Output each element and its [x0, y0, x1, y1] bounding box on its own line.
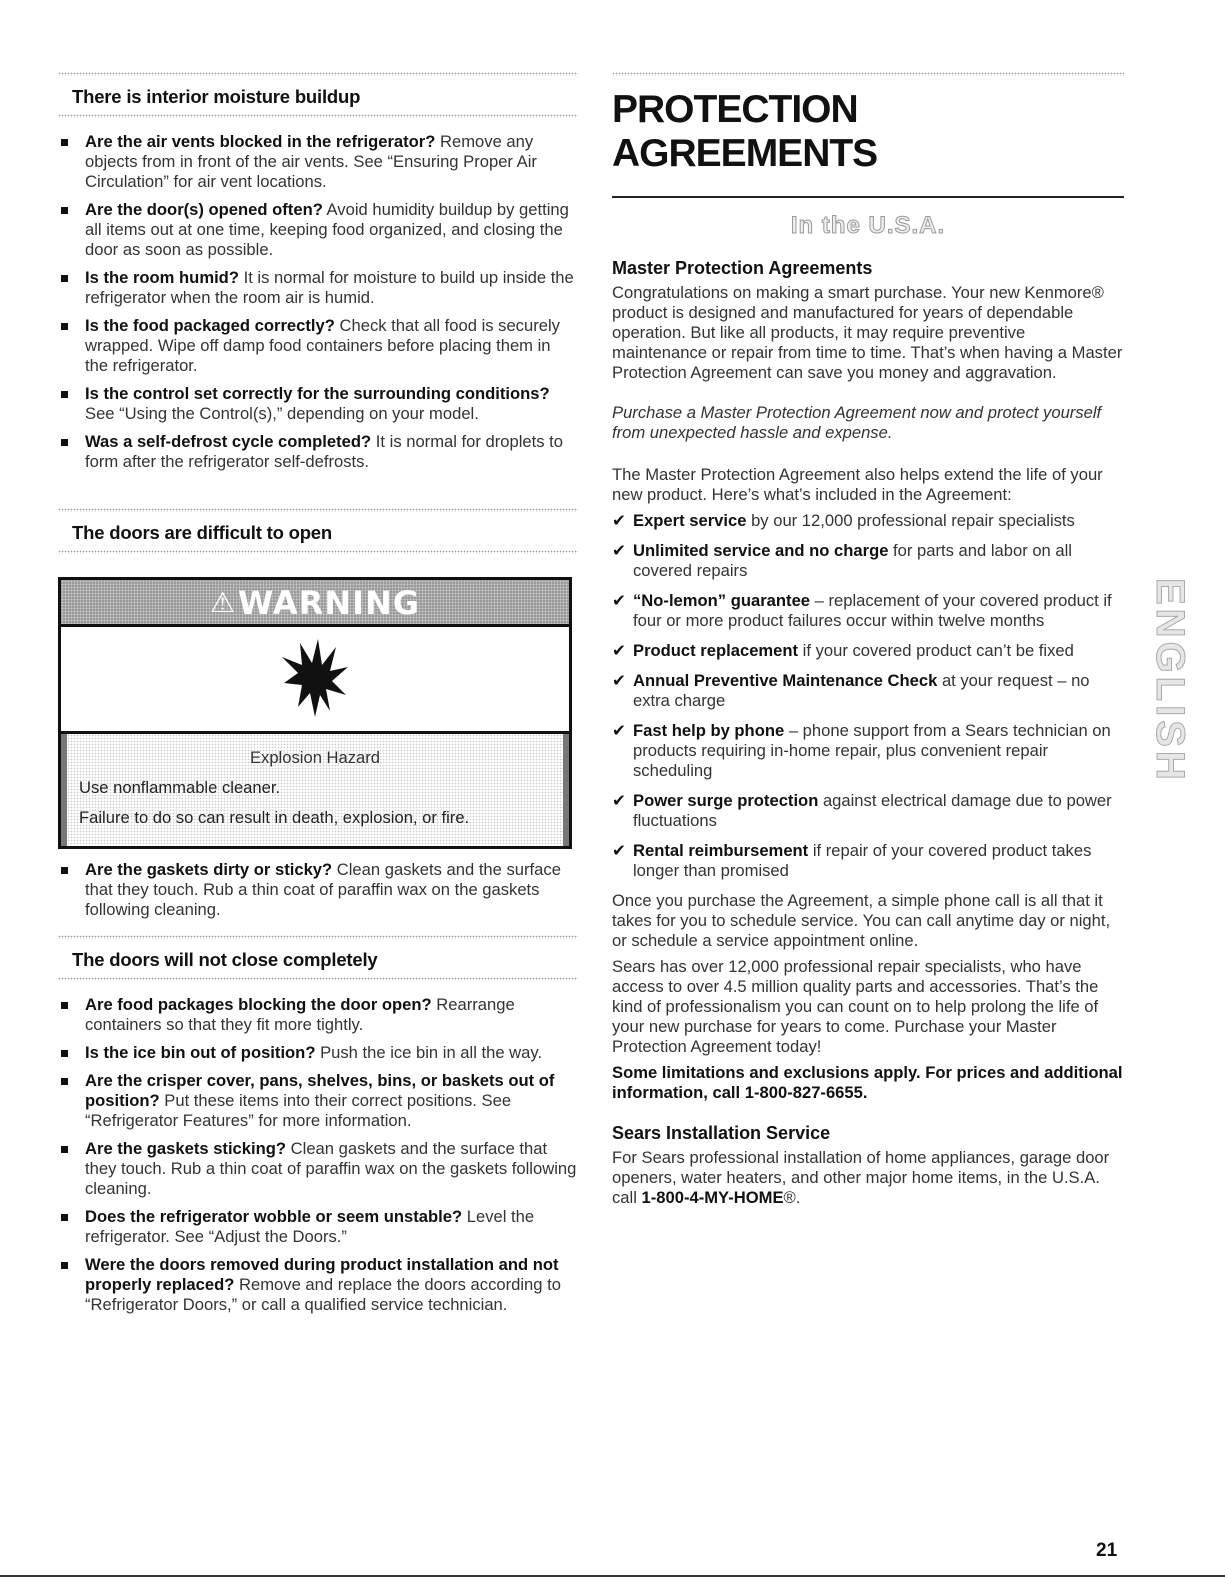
benefit-text: – replacement of your covered product if four or more product failures occur within twelve months	[633, 590, 1112, 630]
moisture-heading: There is interior moisture buildup	[72, 86, 361, 107]
item-answer: Remove any objects from in front of the air vents. See “Ensuring Proper Air Circulation” for air vent locations.	[85, 132, 537, 191]
benefit-text: at your request – no extra charge	[633, 670, 1090, 710]
item-answer: Remove and replace the doors according to “Refrigerator Doors,” or call a qualified service technician.	[85, 1275, 561, 1314]
explosion-icon-area	[61, 624, 569, 734]
warning-hazard: Explosion Hazard	[249, 748, 381, 767]
difficult-heading: The doors are difficult to open	[72, 522, 332, 543]
dotted-rule	[612, 72, 1124, 76]
list-item	[58, 132, 578, 192]
item-question: Are the door(s) opened often?	[85, 200, 323, 219]
install-phone: 1-800-4-MY-HOME	[641, 1187, 784, 1207]
benefit-text: if repair of your covered product takes longer than promised	[633, 840, 1092, 880]
moisture-list	[58, 132, 578, 472]
item-answer: Put these items into their correct positions. See “Refrigerator Features” for more information.	[85, 1091, 512, 1130]
warning-text-area	[61, 734, 569, 846]
list-item	[58, 432, 578, 472]
benefit-title: Annual Preventive Maintenance Check	[633, 670, 938, 690]
list-item	[58, 1071, 578, 1131]
warning-triangle-icon: ⚠	[209, 586, 237, 619]
benefit-title: “No-lemon” guarantee	[633, 590, 811, 610]
paragraph-3: Once you purchase the Agreement, a simple phone call is all that it takes for you to schedule service. You can call anytime day or night, or schedule a service appointment online.	[612, 890, 1111, 950]
difficult-list	[58, 860, 578, 920]
page-title: PROTECTION AGREEMENTS	[612, 88, 878, 175]
list-item	[58, 995, 578, 1035]
checkmark-icon: ✔	[612, 510, 626, 530]
benefit-title: Rental reimbursement	[633, 840, 809, 860]
list-item	[58, 200, 578, 260]
item-question: Is the food packaged correctly?	[85, 316, 335, 335]
warning-title: WARNING	[238, 584, 421, 622]
mpa-paragraph-1: Congratulations on making a smart purchase. Your new Kenmore® product is designed and manufactured for years of dependable operation. But like all products, it may require preventive maintenance or repair from time to time. That’s when having a Master Protection Agreement can save you money and aggravation.	[612, 282, 1123, 382]
page-number: 21	[1096, 1540, 1118, 1561]
mpa-italic: Purchase a Master Protection Agreement now and protect yourself from unexpected hassle and expense.	[612, 402, 1102, 442]
protection-section	[612, 72, 1124, 1208]
benefit-text: against electrical damage due to power fluctuations	[633, 790, 1112, 830]
item-question: Are the air vents blocked in the refrigerator?	[85, 132, 436, 151]
item-answer: Clean gaskets and the surface that they touch. Rub a thin coat of paraffin wax on the gaskets following cleaning.	[85, 1139, 577, 1198]
item-answer: Check that all food is securely wrapped. Wipe off damp food containers before placing them in the refrigerator.	[85, 316, 560, 375]
benefit-text: if your covered product can’t be fixed	[798, 640, 1074, 660]
dotted-rule	[58, 72, 578, 76]
title-rule	[612, 196, 1124, 198]
dotted-rule	[58, 114, 578, 118]
list-item	[58, 1139, 578, 1199]
checkmark-icon: ✔	[612, 790, 626, 810]
list-item	[58, 268, 578, 308]
dotted-rule	[58, 935, 578, 939]
checkmark-icon: ✔	[612, 670, 626, 690]
benefit-item	[612, 671, 1124, 711]
warning-header	[61, 580, 569, 624]
warning-line-1: Use nonflammable cleaner.	[79, 778, 281, 797]
paragraph-4: Sears has over 12,000 professional repair specialists, who have access to over 4.5 million quality parts and accessories. That’s the kind of professionalism you can count on to help prolong the life of your new purchase for years to come. Purchase your Master Protection Agreement today!	[612, 956, 1099, 1056]
item-question: Is the room humid?	[85, 268, 239, 287]
benefit-item	[612, 721, 1124, 781]
moisture-section	[58, 72, 578, 480]
item-question: Is the control set correctly for the surrounding conditions?	[85, 384, 550, 403]
explosion-icon	[280, 637, 350, 721]
list-item	[58, 1207, 578, 1247]
difficult-heading-wrap	[58, 522, 578, 544]
item-answer: See “Using the Control(s),” depending on your model.	[85, 404, 479, 423]
moisture-heading-wrap	[58, 86, 578, 108]
difficult-section	[58, 508, 578, 554]
item-answer: It is normal for moisture to build up inside the refrigerator when the room air is humid.	[85, 268, 574, 307]
benefit-item	[612, 841, 1124, 881]
item-answer: It is normal for droplets to form after the refrigerator self-defrosts.	[85, 432, 564, 471]
dotted-rule	[58, 977, 578, 981]
benefit-item	[612, 641, 1124, 661]
benefit-item	[612, 511, 1124, 531]
benefit-list	[612, 511, 1124, 881]
item-answer: Avoid humidity buildup by getting all items out at one time, keeping food organized, and closing the door as soon as possible.	[85, 200, 569, 259]
benefit-title: Unlimited service and no charge	[633, 540, 889, 560]
list-item	[58, 860, 578, 920]
list-item	[58, 316, 578, 376]
benefit-text: for parts and labor on all covered repairs	[633, 540, 1072, 580]
install-heading: Sears Installation Service	[612, 1122, 831, 1143]
checkmark-icon: ✔	[612, 590, 626, 610]
close-list	[58, 995, 578, 1315]
close-section	[58, 935, 578, 1323]
region-label: In the U.S.A.	[790, 211, 946, 239]
item-answer: Level the refrigerator. See “Adjust the Doors.”	[85, 1207, 535, 1246]
benefit-item	[612, 791, 1124, 831]
benefit-text: – phone support from a Sears technician on products requiring in-home repair, plus convenient repair scheduling	[633, 720, 1111, 780]
close-heading-wrap	[58, 949, 578, 971]
item-question: Are the gaskets dirty or sticky?	[85, 860, 333, 879]
close-heading: The doors will not close completely	[72, 949, 378, 970]
warning-box	[58, 577, 572, 849]
benefit-title: Fast help by phone	[633, 720, 785, 740]
install-paragraph	[612, 1148, 1124, 1208]
install-text: For Sears professional installation of home appliances, garage door openers, water heaters, and other major home items, in the U.S.A. call	[612, 1147, 1110, 1207]
item-answer: Rearrange containers so that they fit more tightly.	[85, 995, 515, 1034]
item-question: Were the doors removed during product installation and not properly replaced?	[85, 1255, 559, 1294]
dotted-rule	[58, 508, 578, 512]
item-question: Was a self-defrost cycle completed?	[85, 432, 372, 451]
mpa-paragraph-2: The Master Protection Agreement also helps extend the life of your new product. Here’s what’s included in the Agreement:	[612, 464, 1103, 504]
dotted-rule	[58, 550, 578, 554]
benefit-item	[612, 591, 1124, 631]
item-answer: Clean gaskets and the surface that they touch. Rub a thin coat of paraffin wax on the gaskets following cleaning.	[85, 860, 561, 919]
benefit-title: Power surge protection	[633, 790, 819, 810]
list-item	[58, 384, 578, 424]
list-item	[58, 1043, 578, 1063]
item-question: Does the refrigerator wobble or seem unstable?	[85, 1207, 463, 1226]
item-question: Are the crisper cover, pans, shelves, bins, or baskets out of position?	[85, 1071, 555, 1110]
item-question: Is the ice bin out of position?	[85, 1043, 316, 1062]
limitations-note: Some limitations and exclusions apply. For prices and additional information, call 1-800-827-6655.	[612, 1062, 1123, 1102]
mpa-heading: Master Protection Agreements	[612, 257, 873, 278]
install-reg: ®.	[783, 1187, 801, 1207]
checkmark-icon: ✔	[612, 840, 626, 860]
benefit-item	[612, 541, 1124, 581]
language-label: ENGLISH	[1148, 578, 1192, 784]
item-question: Are the gaskets sticking?	[85, 1139, 287, 1158]
checkmark-icon: ✔	[612, 640, 626, 660]
language-side-tab	[1148, 578, 1192, 788]
checkmark-icon: ✔	[612, 540, 626, 560]
item-answer: Push the ice bin in all the way.	[315, 1043, 543, 1062]
difficult-list-wrap	[58, 860, 578, 928]
warning-line-2: Failure to do so can result in death, explosion, or fire.	[79, 808, 470, 827]
list-item	[58, 1255, 578, 1315]
benefit-text: by our 12,000 professional repair specialists	[746, 510, 1075, 530]
benefit-title: Product replacement	[633, 640, 799, 660]
checkmark-icon: ✔	[612, 720, 626, 740]
benefit-title: Expert service	[633, 510, 747, 530]
item-question: Are food packages blocking the door open?	[85, 995, 432, 1014]
bottom-rule	[0, 1575, 1225, 1577]
